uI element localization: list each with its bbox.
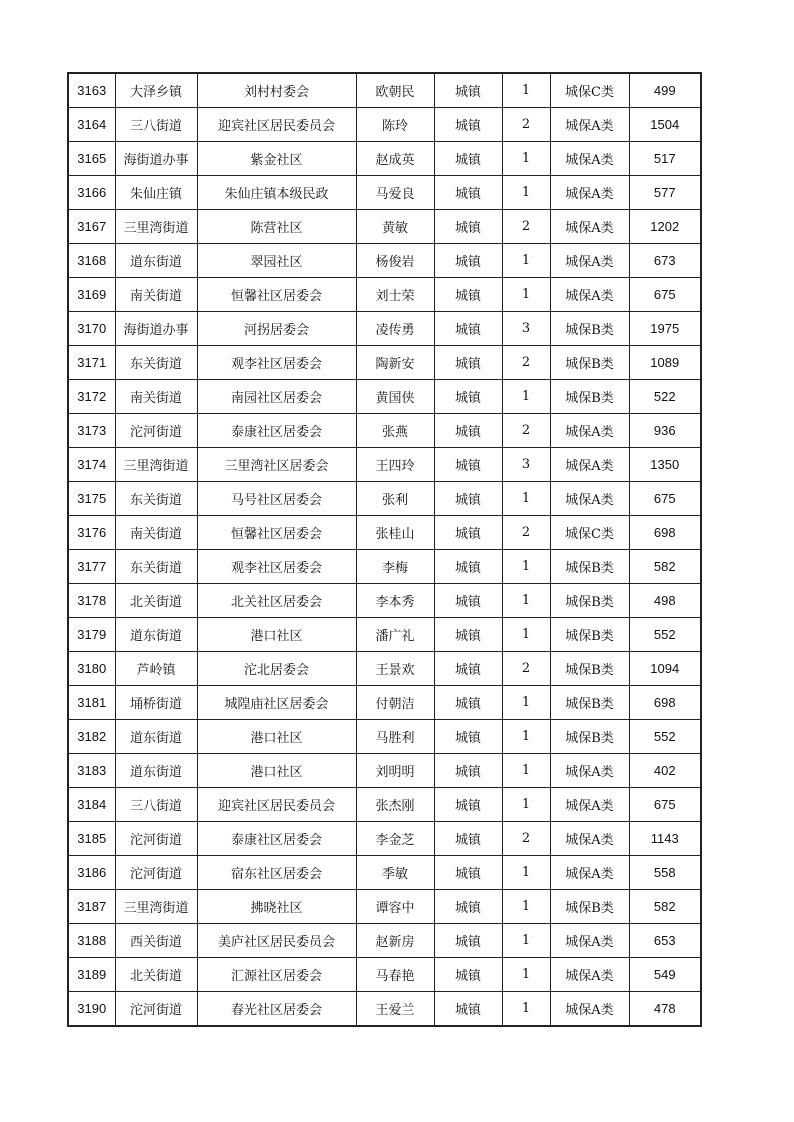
amount-cell: 1089: [629, 346, 701, 380]
recipient-name-cell: 王四玲: [356, 448, 434, 482]
community-cell: 港口社区: [197, 720, 356, 754]
recipient-name-cell: 王景欢: [356, 652, 434, 686]
record-id-cell: 3165: [68, 142, 115, 176]
amount-cell: 698: [629, 686, 701, 720]
table-row: [68, 482, 701, 516]
category-cell: 城保A类: [550, 754, 629, 788]
recipient-name-cell: 张利: [356, 482, 434, 516]
area-type-cell: 城镇: [434, 380, 502, 414]
record-id-cell: 3172: [68, 380, 115, 414]
area-type-cell: 城镇: [434, 924, 502, 958]
amount-cell: 675: [629, 788, 701, 822]
household-count-cell: 1: [502, 788, 550, 822]
community-cell: 城隍庙社区居委会: [197, 686, 356, 720]
recipient-name-cell: 潘广礼: [356, 618, 434, 652]
amount-cell: 675: [629, 482, 701, 516]
community-cell: 朱仙庄镇本级民政: [197, 176, 356, 210]
community-cell: 港口社区: [197, 754, 356, 788]
community-cell: 观李社区居委会: [197, 550, 356, 584]
record-id-cell: 3167: [68, 210, 115, 244]
table-row: [68, 652, 701, 686]
household-count-cell: 1: [502, 584, 550, 618]
recipient-name-cell: 陈玲: [356, 108, 434, 142]
category-cell: 城保C类: [550, 516, 629, 550]
amount-cell: 698: [629, 516, 701, 550]
record-id-cell: 3177: [68, 550, 115, 584]
household-count-cell: 2: [502, 414, 550, 448]
street-cell: 三里湾街道: [115, 210, 197, 244]
street-cell: 北关街道: [115, 584, 197, 618]
category-cell: 城保A类: [550, 822, 629, 856]
record-id-cell: 3185: [68, 822, 115, 856]
table-body: [68, 73, 701, 1026]
street-cell: 东关街道: [115, 346, 197, 380]
area-type-cell: 城镇: [434, 856, 502, 890]
street-cell: 道东街道: [115, 618, 197, 652]
table-row: [68, 686, 701, 720]
category-cell: 城保B类: [550, 346, 629, 380]
amount-cell: 675: [629, 278, 701, 312]
category-cell: 城保A类: [550, 278, 629, 312]
category-cell: 城保A类: [550, 414, 629, 448]
recipient-name-cell: 马胜利: [356, 720, 434, 754]
table-row: [68, 550, 701, 584]
recipient-name-cell: 陶新安: [356, 346, 434, 380]
area-type-cell: 城镇: [434, 584, 502, 618]
record-id-cell: 3189: [68, 958, 115, 992]
community-cell: 春光社区居委会: [197, 992, 356, 1027]
amount-cell: 1202: [629, 210, 701, 244]
household-count-cell: 1: [502, 550, 550, 584]
category-cell: 城保A类: [550, 108, 629, 142]
community-cell: 宿东社区居委会: [197, 856, 356, 890]
household-count-cell: 1: [502, 686, 550, 720]
recipient-name-cell: 黄国侠: [356, 380, 434, 414]
category-cell: 城保A类: [550, 788, 629, 822]
area-type-cell: 城镇: [434, 244, 502, 278]
household-count-cell: 2: [502, 516, 550, 550]
household-count-cell: 1: [502, 720, 550, 754]
record-id-cell: 3169: [68, 278, 115, 312]
area-type-cell: 城镇: [434, 686, 502, 720]
household-count-cell: 3: [502, 312, 550, 346]
record-id-cell: 3190: [68, 992, 115, 1027]
table-row: [68, 312, 701, 346]
amount-cell: 549: [629, 958, 701, 992]
street-cell: 三八街道: [115, 108, 197, 142]
amount-cell: 1504: [629, 108, 701, 142]
household-count-cell: 1: [502, 176, 550, 210]
category-cell: 城保B类: [550, 686, 629, 720]
record-id-cell: 3170: [68, 312, 115, 346]
table-row: [68, 73, 701, 108]
table-row: [68, 278, 701, 312]
area-type-cell: 城镇: [434, 822, 502, 856]
recipient-name-cell: 李金芝: [356, 822, 434, 856]
amount-cell: 552: [629, 618, 701, 652]
community-cell: 三里湾社区居委会: [197, 448, 356, 482]
amount-cell: 653: [629, 924, 701, 958]
amount-cell: 1143: [629, 822, 701, 856]
table-row: [68, 856, 701, 890]
household-count-cell: 2: [502, 652, 550, 686]
street-cell: 沱河街道: [115, 992, 197, 1027]
recipient-name-cell: 黄敏: [356, 210, 434, 244]
table-row: [68, 244, 701, 278]
table-row: [68, 890, 701, 924]
street-cell: 东关街道: [115, 482, 197, 516]
category-cell: 城保B类: [550, 720, 629, 754]
category-cell: 城保A类: [550, 244, 629, 278]
amount-cell: 558: [629, 856, 701, 890]
category-cell: 城保A类: [550, 958, 629, 992]
category-cell: 城保A类: [550, 176, 629, 210]
amount-cell: 673: [629, 244, 701, 278]
amount-cell: 1975: [629, 312, 701, 346]
table-row: [68, 108, 701, 142]
table-row: [68, 176, 701, 210]
street-cell: 三里湾街道: [115, 448, 197, 482]
area-type-cell: 城镇: [434, 278, 502, 312]
amount-cell: 517: [629, 142, 701, 176]
table-row: [68, 754, 701, 788]
amount-cell: 1350: [629, 448, 701, 482]
street-cell: 芦岭镇: [115, 652, 197, 686]
amount-cell: 582: [629, 550, 701, 584]
recipient-name-cell: 张桂山: [356, 516, 434, 550]
household-count-cell: 1: [502, 856, 550, 890]
category-cell: 城保A类: [550, 992, 629, 1027]
record-id-cell: 3183: [68, 754, 115, 788]
table-row: [68, 346, 701, 380]
recipient-name-cell: 付朝洁: [356, 686, 434, 720]
record-id-cell: 3187: [68, 890, 115, 924]
table-row: [68, 618, 701, 652]
record-id-cell: 3176: [68, 516, 115, 550]
category-cell: 城保A类: [550, 210, 629, 244]
area-type-cell: 城镇: [434, 992, 502, 1027]
household-count-cell: 1: [502, 618, 550, 652]
street-cell: 沱河街道: [115, 414, 197, 448]
area-type-cell: 城镇: [434, 890, 502, 924]
household-count-cell: 1: [502, 380, 550, 414]
record-id-cell: 3182: [68, 720, 115, 754]
community-cell: 河拐居委会: [197, 312, 356, 346]
amount-cell: 478: [629, 992, 701, 1027]
community-cell: 美庐社区居民委员会: [197, 924, 356, 958]
table-row: [68, 788, 701, 822]
street-cell: 西关街道: [115, 924, 197, 958]
community-cell: 迎宾社区居民委员会: [197, 788, 356, 822]
recipient-name-cell: 马爱良: [356, 176, 434, 210]
record-id-cell: 3166: [68, 176, 115, 210]
recipient-name-cell: 张燕: [356, 414, 434, 448]
community-cell: 恒馨社区居委会: [197, 278, 356, 312]
community-cell: 刘村村委会: [197, 73, 356, 108]
amount-cell: 402: [629, 754, 701, 788]
area-type-cell: 城镇: [434, 550, 502, 584]
household-count-cell: 2: [502, 210, 550, 244]
recipient-name-cell: 张杰刚: [356, 788, 434, 822]
street-cell: 南关街道: [115, 516, 197, 550]
record-id-cell: 3173: [68, 414, 115, 448]
area-type-cell: 城镇: [434, 618, 502, 652]
community-cell: 沱北居委会: [197, 652, 356, 686]
category-cell: 城保B类: [550, 380, 629, 414]
amount-cell: 552: [629, 720, 701, 754]
area-type-cell: 城镇: [434, 73, 502, 108]
amount-cell: 577: [629, 176, 701, 210]
street-cell: 埇桥街道: [115, 686, 197, 720]
community-cell: 翠园社区: [197, 244, 356, 278]
household-count-cell: 2: [502, 346, 550, 380]
table-row: [68, 414, 701, 448]
table-row: [68, 992, 701, 1027]
category-cell: 城保B类: [550, 618, 629, 652]
record-id-cell: 3164: [68, 108, 115, 142]
amount-cell: 936: [629, 414, 701, 448]
community-cell: 北关社区居委会: [197, 584, 356, 618]
recipient-name-cell: 刘士荣: [356, 278, 434, 312]
area-type-cell: 城镇: [434, 516, 502, 550]
street-cell: 道东街道: [115, 754, 197, 788]
table-row: [68, 448, 701, 482]
community-cell: 紫金社区: [197, 142, 356, 176]
street-cell: 道东街道: [115, 720, 197, 754]
category-cell: 城保B类: [550, 652, 629, 686]
record-id-cell: 3188: [68, 924, 115, 958]
area-type-cell: 城镇: [434, 652, 502, 686]
street-cell: 道东街道: [115, 244, 197, 278]
community-cell: 泰康社区居委会: [197, 414, 356, 448]
street-cell: 大泽乡镇: [115, 73, 197, 108]
table-row: [68, 720, 701, 754]
record-id-cell: 3179: [68, 618, 115, 652]
street-cell: 沱河街道: [115, 822, 197, 856]
recipient-name-cell: 赵新房: [356, 924, 434, 958]
recipient-name-cell: 李梅: [356, 550, 434, 584]
area-type-cell: 城镇: [434, 720, 502, 754]
area-type-cell: 城镇: [434, 108, 502, 142]
community-cell: 拂晓社区: [197, 890, 356, 924]
table-row: [68, 822, 701, 856]
record-id-cell: 3171: [68, 346, 115, 380]
area-type-cell: 城镇: [434, 754, 502, 788]
area-type-cell: 城镇: [434, 346, 502, 380]
household-count-cell: 1: [502, 244, 550, 278]
street-cell: 海街道办事: [115, 142, 197, 176]
record-id-cell: 3186: [68, 856, 115, 890]
recipient-name-cell: 凌传勇: [356, 312, 434, 346]
category-cell: 城保A类: [550, 482, 629, 516]
household-count-cell: 1: [502, 890, 550, 924]
community-cell: 观李社区居委会: [197, 346, 356, 380]
community-cell: 恒馨社区居委会: [197, 516, 356, 550]
area-type-cell: 城镇: [434, 210, 502, 244]
area-type-cell: 城镇: [434, 958, 502, 992]
category-cell: 城保A类: [550, 856, 629, 890]
community-cell: 陈营社区: [197, 210, 356, 244]
relief-recipient-table: [67, 72, 702, 1027]
table-row: [68, 958, 701, 992]
household-count-cell: 1: [502, 992, 550, 1027]
household-count-cell: 1: [502, 482, 550, 516]
household-count-cell: 1: [502, 958, 550, 992]
category-cell: 城保B类: [550, 890, 629, 924]
category-cell: 城保B类: [550, 312, 629, 346]
recipient-name-cell: 马春艳: [356, 958, 434, 992]
record-id-cell: 3178: [68, 584, 115, 618]
area-type-cell: 城镇: [434, 482, 502, 516]
household-count-cell: 2: [502, 108, 550, 142]
amount-cell: 582: [629, 890, 701, 924]
record-id-cell: 3175: [68, 482, 115, 516]
recipient-name-cell: 李本秀: [356, 584, 434, 618]
community-cell: 泰康社区居委会: [197, 822, 356, 856]
record-id-cell: 3184: [68, 788, 115, 822]
street-cell: 沱河街道: [115, 856, 197, 890]
household-count-cell: 1: [502, 73, 550, 108]
table-row: [68, 142, 701, 176]
household-count-cell: 1: [502, 754, 550, 788]
amount-cell: 522: [629, 380, 701, 414]
category-cell: 城保B类: [550, 550, 629, 584]
area-type-cell: 城镇: [434, 448, 502, 482]
area-type-cell: 城镇: [434, 176, 502, 210]
recipient-name-cell: 欧朝民: [356, 73, 434, 108]
record-id-cell: 3168: [68, 244, 115, 278]
recipient-name-cell: 杨俊岩: [356, 244, 434, 278]
amount-cell: 499: [629, 73, 701, 108]
household-count-cell: 3: [502, 448, 550, 482]
table-row: [68, 516, 701, 550]
household-count-cell: 1: [502, 924, 550, 958]
street-cell: 南关街道: [115, 278, 197, 312]
street-cell: 三里湾街道: [115, 890, 197, 924]
record-id-cell: 3180: [68, 652, 115, 686]
household-count-cell: 1: [502, 278, 550, 312]
category-cell: 城保A类: [550, 142, 629, 176]
street-cell: 北关街道: [115, 958, 197, 992]
area-type-cell: 城镇: [434, 788, 502, 822]
household-count-cell: 1: [502, 142, 550, 176]
street-cell: 朱仙庄镇: [115, 176, 197, 210]
record-id-cell: 3163: [68, 73, 115, 108]
record-id-cell: 3181: [68, 686, 115, 720]
category-cell: 城保A类: [550, 448, 629, 482]
community-cell: 港口社区: [197, 618, 356, 652]
table-row: [68, 584, 701, 618]
category-cell: 城保A类: [550, 924, 629, 958]
table-row: [68, 210, 701, 244]
street-cell: 南关街道: [115, 380, 197, 414]
recipient-name-cell: 谭容中: [356, 890, 434, 924]
community-cell: 汇源社区居委会: [197, 958, 356, 992]
category-cell: 城保C类: [550, 73, 629, 108]
household-count-cell: 2: [502, 822, 550, 856]
record-id-cell: 3174: [68, 448, 115, 482]
area-type-cell: 城镇: [434, 142, 502, 176]
table-row: [68, 380, 701, 414]
recipient-name-cell: 赵成英: [356, 142, 434, 176]
recipient-name-cell: 季敏: [356, 856, 434, 890]
amount-cell: 498: [629, 584, 701, 618]
area-type-cell: 城镇: [434, 312, 502, 346]
street-cell: 三八街道: [115, 788, 197, 822]
category-cell: 城保B类: [550, 584, 629, 618]
street-cell: 海街道办事: [115, 312, 197, 346]
community-cell: 迎宾社区居民委员会: [197, 108, 356, 142]
recipient-name-cell: 王爱兰: [356, 992, 434, 1027]
community-cell: 南园社区居委会: [197, 380, 356, 414]
recipient-name-cell: 刘明明: [356, 754, 434, 788]
amount-cell: 1094: [629, 652, 701, 686]
table-row: [68, 924, 701, 958]
community-cell: 马号社区居委会: [197, 482, 356, 516]
street-cell: 东关街道: [115, 550, 197, 584]
area-type-cell: 城镇: [434, 414, 502, 448]
